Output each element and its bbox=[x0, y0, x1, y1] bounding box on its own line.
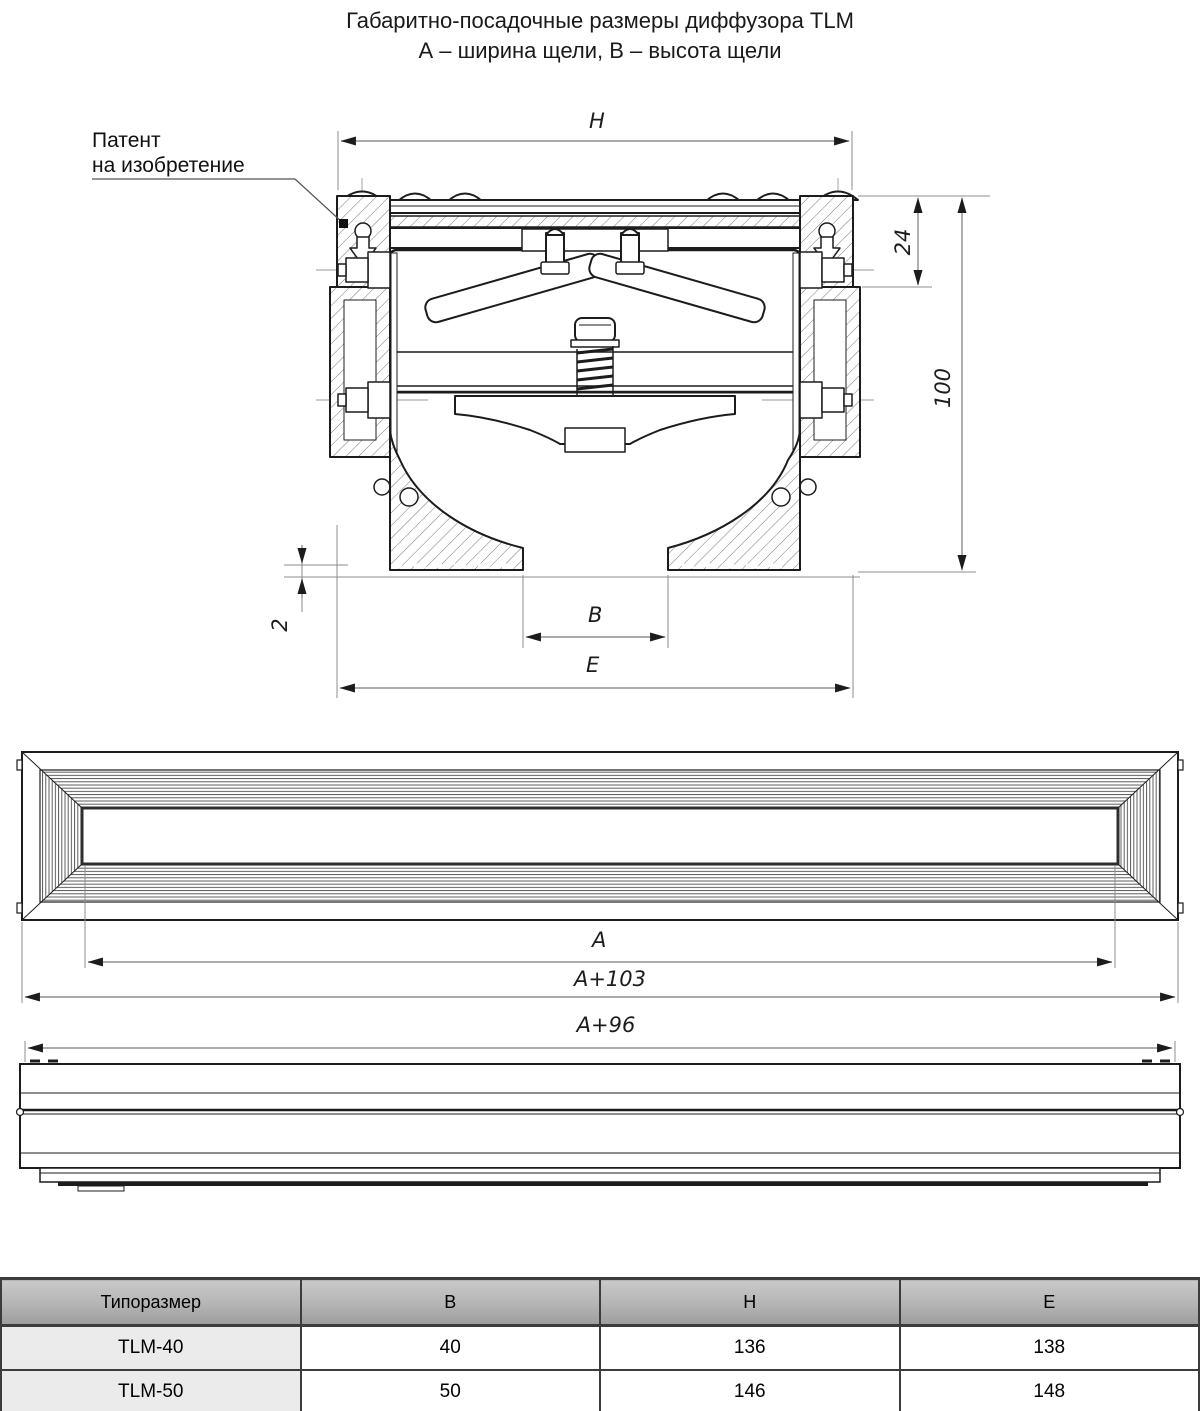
title-line-1: Габаритно-посадочные размеры диффузора TLM bbox=[346, 8, 854, 33]
side-view bbox=[17, 1061, 1184, 1191]
dimension-label-100: 100 bbox=[931, 367, 955, 409]
dimension-label-a103: A+103 bbox=[573, 967, 647, 991]
adjust-bolt-right bbox=[616, 229, 644, 274]
inner-assembly bbox=[388, 228, 802, 453]
size-table bbox=[0, 1277, 1200, 1411]
size-table-cell-e: 148 bbox=[900, 1370, 1200, 1411]
dimension-label-e: E bbox=[586, 653, 600, 677]
front-view bbox=[17, 752, 1183, 920]
top-cap bbox=[342, 192, 858, 228]
dimension-label-b: B bbox=[588, 603, 603, 627]
adjust-bolt-left bbox=[541, 229, 569, 274]
size-table-cell-b: 50 bbox=[301, 1370, 601, 1411]
size-table-cell-name: TLM-50 bbox=[1, 1370, 301, 1411]
table-row bbox=[1, 1326, 1199, 1371]
size-table-cell-b: 40 bbox=[301, 1326, 601, 1371]
patent-label-line-1: Патент bbox=[92, 129, 161, 152]
size-table-cell-h: 146 bbox=[600, 1370, 900, 1411]
size-table-cell-name: TLM-40 bbox=[1, 1326, 301, 1371]
dimension-label-a: A bbox=[592, 928, 607, 952]
table-row bbox=[1, 1370, 1199, 1411]
size-table-header-b: B bbox=[301, 1279, 601, 1326]
size-table-header-e: E bbox=[900, 1279, 1200, 1326]
diffuser-slot bbox=[82, 808, 1118, 864]
size-table-header-row bbox=[1, 1279, 1199, 1326]
patent-marker-dot bbox=[339, 219, 348, 228]
title-line-2: А – ширина щели, В – высота щели bbox=[418, 38, 782, 63]
size-table-header-type: Типоразмер bbox=[1, 1279, 301, 1326]
size-table-cell-e: 138 bbox=[900, 1326, 1200, 1371]
patent-label-line-2: на изобретение bbox=[92, 154, 245, 177]
size-table-cell-h: 136 bbox=[600, 1326, 900, 1371]
dimension-label-24: 24 bbox=[891, 228, 915, 256]
dimension-label-a96: A+96 bbox=[576, 1013, 636, 1037]
patent-callout bbox=[92, 129, 348, 228]
cross-section-view bbox=[316, 178, 874, 570]
size-table-header-h: H bbox=[600, 1279, 900, 1326]
dimension-label-h: H bbox=[589, 109, 605, 133]
dimension-label-2: 2 bbox=[268, 618, 292, 632]
